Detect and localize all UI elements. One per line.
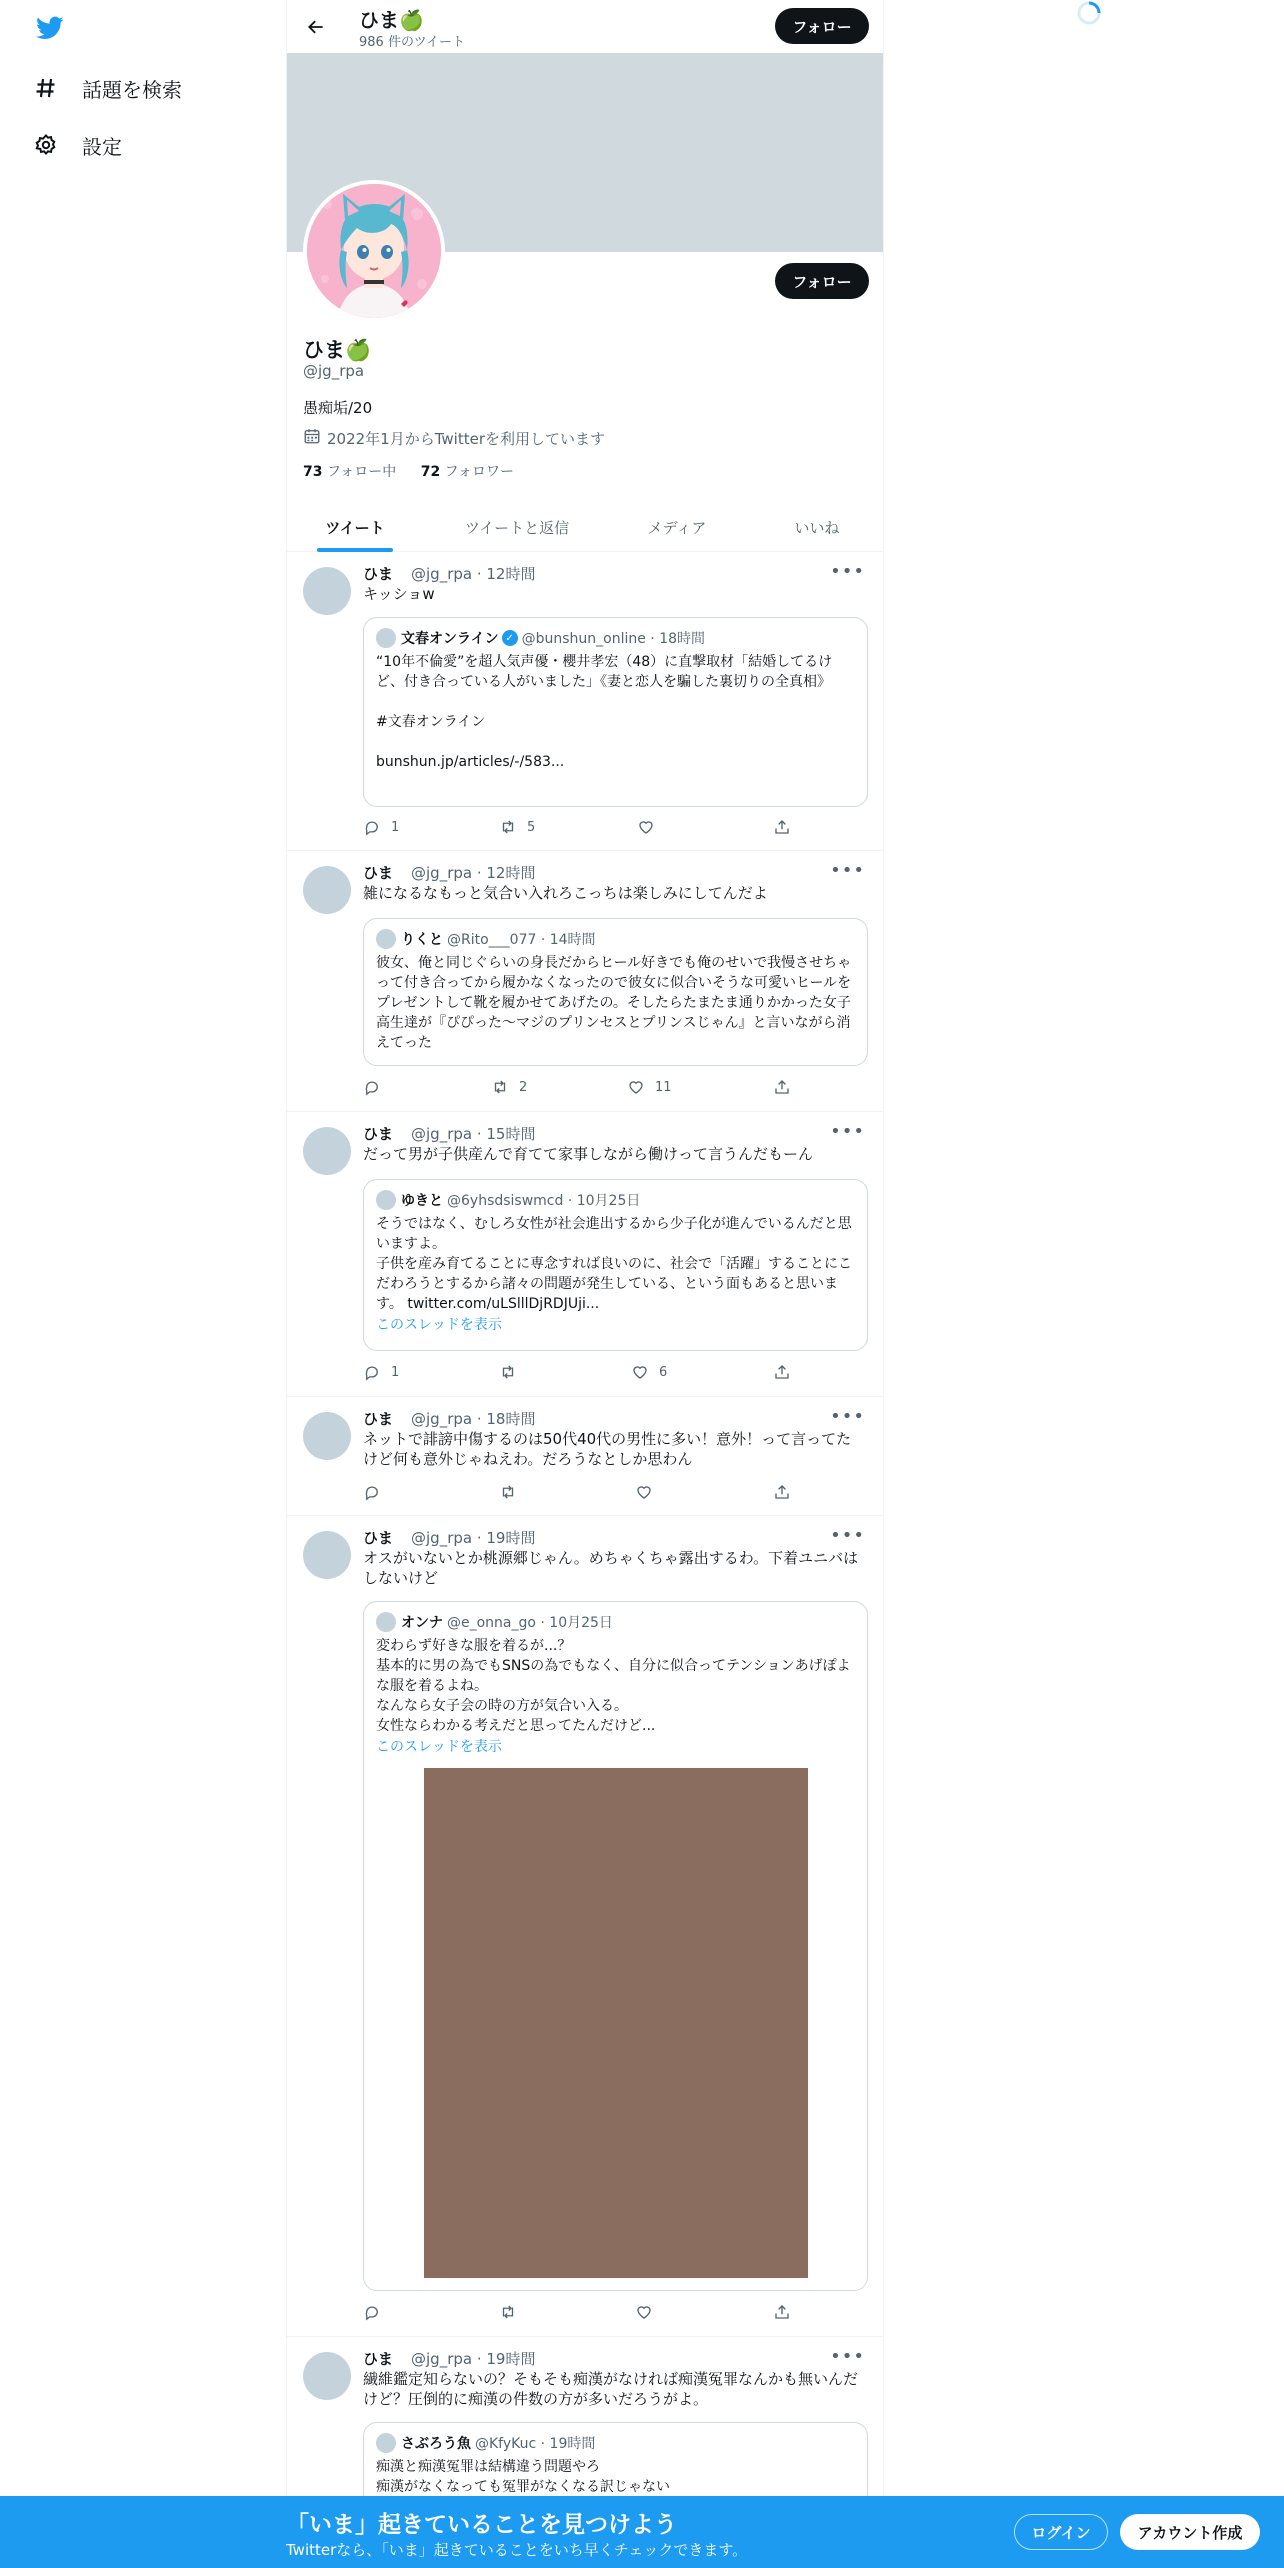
heart-icon xyxy=(637,818,655,836)
tweet-author-name[interactable]: ひま xyxy=(363,2350,394,2368)
quote-text: そうではなく、むしろ女性が社会進出するから少子化が進んでいるんだと思いますよ。 子供を産み育てることに専念すれば良いのに、社会で「活躍」することにこだわろうとするから諸々の問題が発生している、という面もあると思います。 twitter.com/uLSlllDjRDJUji... xyxy=(376,1216,852,1312)
quote-text: 痴漢と痴漢冤罪は結構違う問題やろ 痴漢がなくなっても冤罪がなくなる訳じゃない xyxy=(376,2459,670,2495)
signup-banner xyxy=(0,2496,1284,2568)
quote-header xyxy=(376,929,596,949)
reply-icon xyxy=(363,1483,381,1501)
quote-meta: @Rito___077 · 14時間 xyxy=(447,932,596,948)
show-thread-link[interactable]: このスレッドを表示 xyxy=(376,1739,502,1755)
retweet-icon xyxy=(499,2303,517,2321)
tweet-meta: @jg_rpa · 18時間 xyxy=(411,1410,536,1428)
share-button[interactable] xyxy=(773,1483,791,1501)
nav-settings-label: 設定 xyxy=(82,134,122,159)
retweet-button[interactable] xyxy=(499,1363,527,1381)
retweet-count: 5 xyxy=(527,819,536,835)
tweet-actions xyxy=(363,1078,783,1100)
heart-icon xyxy=(631,1363,649,1381)
quoted-tweet[interactable] xyxy=(363,1601,868,2291)
followers-count: 72 xyxy=(420,464,441,480)
profile-joined-text: 2022年1月からTwitterを利用しています xyxy=(327,429,605,448)
tweet-author-name[interactable]: ひま xyxy=(363,864,394,882)
profile-timeline xyxy=(286,0,884,2568)
tweet-header xyxy=(363,2348,535,2369)
reply-icon xyxy=(363,818,381,836)
retweet-button[interactable] xyxy=(491,1078,527,1096)
more-icon[interactable]: ••• xyxy=(830,2346,865,2367)
quoted-tweet[interactable] xyxy=(363,1179,868,1351)
share-icon xyxy=(773,818,791,836)
quote-author-name: ゆきと xyxy=(401,1193,443,1209)
tweet-item[interactable] xyxy=(287,1517,883,2337)
tweet-meta: @jg_rpa · 19時間 xyxy=(411,2350,536,2368)
like-button[interactable] xyxy=(631,1363,667,1381)
profile-bio: 愚痴垢/20 xyxy=(303,399,373,417)
like-button[interactable] xyxy=(635,2303,653,2321)
quote-avatar xyxy=(376,929,396,949)
gear-icon xyxy=(32,131,60,159)
more-icon[interactable]: ••• xyxy=(830,1121,865,1142)
tweet-text: 雑になるなもっと気合い入れろこっちは楽しみにしてんだよ xyxy=(363,884,768,902)
retweet-button[interactable] xyxy=(499,1483,517,1501)
tweet-text: ネットで誹謗中傷するのは50代40代の男性に多い！意外！って言ってたけど何も意外じゃねえわ。だろうなとしか思わん xyxy=(363,1430,852,1468)
quote-avatar xyxy=(376,1190,396,1210)
tweet-text: だって男が子供産んで育てて家事しながら働けって言うんだもーん xyxy=(363,1145,814,1163)
tweet-header xyxy=(363,1123,535,1144)
quote-avatar xyxy=(376,1612,396,1632)
retweet-icon xyxy=(499,1363,517,1381)
quote-text: 変わらず好きな服を着るが...？ 基本的に男の為でもSNSの為でもなく、自分に似合ってテンションあげぽよな服を着るよね。 なんなら女子会の時の方が気合い入る。 女性ならわかる考えだと思ってたんだけど... xyxy=(376,1638,851,1734)
reply-button[interactable] xyxy=(363,1483,381,1501)
tweet-text: オスがいないとか桃源郷じゃん。めちゃくちゃ露出するわ。下着ユニバはしないけど xyxy=(363,1549,859,1587)
tweet-item[interactable] xyxy=(287,1398,883,1516)
profile-avatar[interactable] xyxy=(303,180,445,322)
tweet-item[interactable] xyxy=(287,852,883,1112)
heart-icon xyxy=(627,1078,645,1096)
quote-avatar xyxy=(376,2433,396,2453)
tweet-actions xyxy=(363,2303,783,2325)
share-button[interactable] xyxy=(773,1363,791,1381)
quote-text: 彼女、俺と同じぐらいの身長だからヒール好きでも俺のせいで我慢させちゃって付き合ってから履かなくなったので彼女に似合いそうな可愛いヒールをプレゼントして靴を履かせてあげたの。そしたらたまたま通りかかった女子高生達が『ぴぴった〜マジのプリンセスとプリンスじゃん』と言いながら消えてった xyxy=(376,955,852,1051)
tweet-text: 繊維鑑定知らないの？そもそも痴漢がなければ痴漢冤罪なんかも無いんだけど？圧倒的に痴漢の件数の方が多いだろうがよ。 xyxy=(363,2370,859,2408)
retweet-icon xyxy=(499,1483,517,1501)
quote-author-name: 文春オンライン xyxy=(401,631,499,647)
profile-name: ひま🍏 xyxy=(303,338,372,362)
show-thread-link[interactable]: このスレッドを表示 xyxy=(376,1317,502,1333)
tweet-meta: @jg_rpa · 12時間 xyxy=(411,864,536,882)
share-icon xyxy=(773,1363,791,1381)
reply-count: 1 xyxy=(391,1364,400,1380)
quote-media-image[interactable] xyxy=(424,1768,808,2278)
like-count: 11 xyxy=(655,1079,672,1095)
tab-tweets[interactable] xyxy=(317,502,393,552)
profile-tabs xyxy=(287,502,883,552)
retweet-button[interactable] xyxy=(499,818,535,836)
retweet-count: 2 xyxy=(519,1079,528,1095)
tweet-actions xyxy=(363,1483,783,1505)
tweet-actions xyxy=(363,1363,783,1385)
tweet-author-name[interactable]: ひま xyxy=(363,1529,394,1547)
tweet-meta: @jg_rpa · 19時間 xyxy=(411,1529,536,1547)
reply-count: 1 xyxy=(391,819,400,835)
signup-button[interactable]: アカウント作成 xyxy=(1120,2514,1260,2550)
like-button[interactable] xyxy=(627,1078,672,1096)
share-icon xyxy=(773,1078,791,1096)
more-icon[interactable]: ••• xyxy=(830,1406,865,1427)
more-icon[interactable]: ••• xyxy=(830,1525,865,1546)
reply-button[interactable] xyxy=(363,1078,391,1096)
quote-avatar xyxy=(376,628,396,648)
more-icon[interactable]: ••• xyxy=(830,561,865,582)
followers-label: フォロワー xyxy=(444,464,514,480)
following-link[interactable] xyxy=(303,464,396,480)
quote-header xyxy=(376,628,705,648)
reply-icon xyxy=(363,1078,381,1096)
tab-active-indicator xyxy=(317,548,393,552)
tweet-author-name[interactable]: ひま xyxy=(363,1410,394,1428)
retweet-icon xyxy=(499,818,517,836)
tweet-text: キッショw xyxy=(363,585,435,603)
more-icon[interactable]: ••• xyxy=(830,860,865,881)
tweet-header xyxy=(363,1408,535,1429)
share-button[interactable] xyxy=(773,2303,791,2321)
nav-explore[interactable] xyxy=(32,68,182,108)
login-button[interactable]: ログイン xyxy=(1014,2514,1108,2550)
quote-meta: @bunshun_online · 18時間 xyxy=(521,631,706,647)
hashtag-icon xyxy=(32,74,60,102)
tweet-avatar[interactable] xyxy=(303,1127,351,1175)
share-button[interactable] xyxy=(773,818,791,836)
share-icon xyxy=(773,1483,791,1501)
signup-banner-subtitle: Twitterなら、「いま」起きていることをいち早くチェックできます。 xyxy=(286,2541,748,2559)
reply-button[interactable] xyxy=(363,818,399,836)
quoted-tweet[interactable] xyxy=(363,617,868,807)
following-label: フォロー中 xyxy=(326,464,397,480)
tab-tweets-and-replies[interactable]: ツイートと返信 xyxy=(464,518,570,537)
header-tweet-count: 986 件のツイート xyxy=(359,35,466,50)
left-sidebar xyxy=(0,0,286,2568)
tab-likes[interactable]: いいね xyxy=(794,518,840,537)
quote-header xyxy=(376,1190,640,1210)
like-button[interactable] xyxy=(637,818,665,836)
nav-settings[interactable] xyxy=(32,125,122,165)
header-name: ひま🍏 xyxy=(359,8,424,32)
share-icon xyxy=(773,2303,791,2321)
follow-button[interactable]: フォロー xyxy=(775,263,869,299)
profile-joined xyxy=(303,427,605,449)
nav-explore-label: 話題を検索 xyxy=(82,77,182,102)
quote-author-name: オンナ xyxy=(401,1615,443,1631)
following-count: 73 xyxy=(303,464,323,480)
tab-tweets-label: ツイート xyxy=(325,518,385,537)
quote-meta: @e_onna_go · 10月25日 xyxy=(447,1615,613,1631)
quote-header xyxy=(376,2433,595,2453)
quote-author-name: りくと xyxy=(401,932,443,948)
tweet-avatar[interactable] xyxy=(303,2352,351,2400)
quoted-tweet[interactable] xyxy=(363,918,868,1066)
reply-icon xyxy=(363,1363,381,1381)
quote-header xyxy=(376,1612,613,1632)
reply-button[interactable] xyxy=(363,2303,381,2321)
tweet-actions xyxy=(363,818,783,840)
profile-follow-stats xyxy=(303,461,514,481)
tweet-item[interactable] xyxy=(287,1113,883,1397)
tweet-header xyxy=(363,862,535,883)
like-button[interactable] xyxy=(635,1483,653,1501)
header-follow-button[interactable]: フォロー xyxy=(775,8,869,44)
profile-header-bar xyxy=(287,0,883,53)
tweet-item[interactable] xyxy=(287,553,883,851)
reply-icon xyxy=(363,2303,381,2321)
reply-button[interactable] xyxy=(363,1363,399,1381)
tweet-avatar[interactable] xyxy=(303,1531,351,1579)
tweet-meta: @jg_rpa · 12時間 xyxy=(411,565,536,583)
loading-spinner-icon xyxy=(1076,0,1102,26)
tweet-header xyxy=(363,1527,535,1548)
heart-icon xyxy=(635,2303,653,2321)
share-button[interactable] xyxy=(773,1078,791,1096)
tweet-author-name[interactable]: ひま xyxy=(363,1125,394,1143)
retweet-icon xyxy=(491,1078,509,1096)
tweet-avatar[interactable] xyxy=(303,866,351,914)
tweet-avatar[interactable] xyxy=(303,1412,351,1460)
profile-handle: @jg_rpa xyxy=(303,362,365,380)
quote-meta: @6yhsdsiswmcd · 10月25日 xyxy=(447,1193,641,1209)
like-count: 6 xyxy=(659,1364,668,1380)
signup-banner-title: 「いま」起きていることを見つけよう xyxy=(286,2512,677,2538)
tab-media[interactable]: メディア xyxy=(647,518,707,537)
heart-icon xyxy=(635,1483,653,1501)
tweet-avatar[interactable] xyxy=(303,567,351,615)
verified-badge-icon: ✓ xyxy=(502,630,518,646)
tweet-meta: @jg_rpa · 15時間 xyxy=(411,1125,536,1143)
tweet-header xyxy=(363,563,535,584)
twitter-logo-icon[interactable] xyxy=(34,14,66,42)
quote-meta: @KfyKuc · 19時間 xyxy=(475,2436,596,2452)
followers-link[interactable] xyxy=(421,464,514,480)
quote-author-name: さぶろう魚 xyxy=(401,2436,471,2452)
back-arrow-icon[interactable] xyxy=(301,12,331,42)
retweet-button[interactable] xyxy=(499,2303,517,2321)
quote-text: “10年不倫愛”を超人気声優・櫻井孝宏（48）に直撃取材「結婚してるけど、付き合っている人がいました」《妻と恋人を騙した裏切りの全真相》 #文春オンライン bunshun.jp/articles/-/583... xyxy=(376,654,833,770)
calendar-icon xyxy=(303,427,321,449)
tweet-author-name[interactable]: ひま xyxy=(363,565,394,583)
